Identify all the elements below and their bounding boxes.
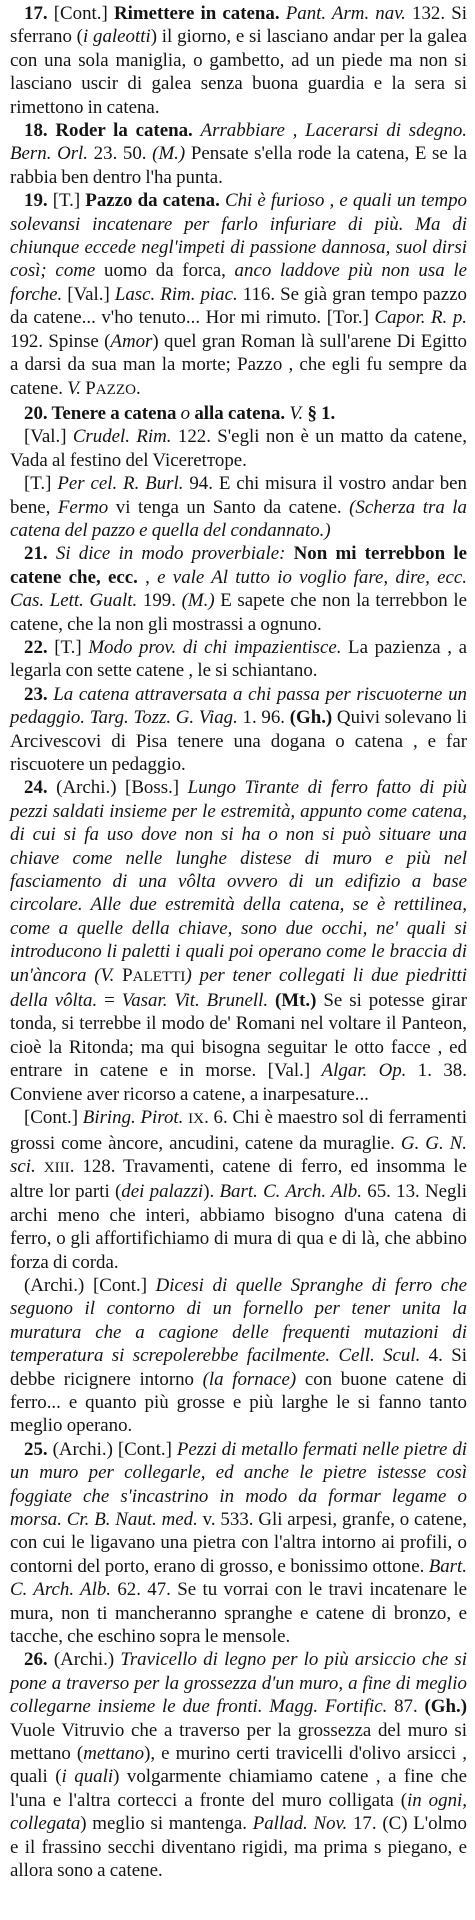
entry-paragraph: 24. (Archi.) [Boss.] Lungo Tirante di ferro fatto di più pezzi saldati insieme per le estremità, appunto come catena, di cui si fa uso dove non si ha o non si può situare una chiave come nelle lunghe distese di muro e più nel fasciamento di una vôlta ovvero di un edifizio a base circolare. Alle due estremità della catena, se è rettilinea, come a quelle della chiave, sono due occhi, ne' quali si introducono li paletti i quali poi operano come le braccia di un'àncora (V. PALETTI) per tener collegati li due piedritti della vôlta. = Vasar. Vit. Brunell. (Mt.) Se si potesse girar tonda, si terrebbe il modo de' Romani nel voltare il Panteon, cioè la Ritonda; ma qui bisogna seguitar le otto facce , ed entrare in catene e in morse. [Val.] Algar. Op. 1. 38. Conviene aver ricorso a catene, a inarpesature...: [10, 777, 467, 1105]
entry-paragraph: 20. Tenere a catena o alla catena. V. § 1.: [24, 402, 336, 424]
entry-paragraph: 17. [Cont.] Rimettere in catena. Pant. Arm. nav. 132. Si sferrano (i galeotti) il giorno, e si lasciano andar per la galea con una sola maniglia, o gambetto, ad un piede ma non si lasciano uscir di galea senza buona guardia e la sera si rimettono in catena.: [10, 3, 468, 118]
entry-paragraph: 22. [T.] Modo prov. di chi impazientisce. La pazienza , a legarla con sette catene , le si schiantano.: [10, 636, 468, 682]
entry-paragraph: [Val.] Crudel. Rim. 122. S'egli non è un matto da catene, Vada al festino del Viceretторе.: [10, 426, 467, 471]
entry-paragraph: 23. La catena attraversata a chi passa per riscuoterne un pedaggio. Targ. Tozz. G. Viag. 1. 96. (Gh.) Quivi solevano li Arcivescovi di Pisa tenere una dogana o catena , e far riscuotere un pedaggio.: [10, 683, 467, 775]
entry-paragraph: 18. Roder la catena. Arrabbiare , Lacerarsi di sdegno. Bern. Orl. 23. 50. (M.) Pensate s'ella rode la catena, E se la rabbia ben dentro l'ha punta.: [10, 120, 467, 188]
entry-list: [10, 2, 467, 1883]
entry-paragraph: [Cont.] Biring. Pirot. IX. 6. Chi è maestro sol di ferramenti grossi come àncore, ancudini, catene da muraglie. G. G. N. sci. XIII. 128. Travamenti, catene di ferro, ed insomma le altre lor parti (dei palazzi). Bart. C. Arch. Alb. 65. 13. Negli archi meno che interi, abbiamo bisogno d'una catena di ferro, o gli affortifichiamo di mura di qua e di là, che abbino forza di corda.: [10, 1107, 468, 1273]
entry-paragraph: 19. [T.] Pazzo da catena. Chi è furioso , e quali un tempo solevansi incatenare per farlo infuriare di più. Ma di chiunque eccede negl'impeti di passione dannosa, suol dirsi così; come uomo da forca, anco laddove più non usa le forche. [Val.] Lasc. Rim. piac. 116. Se già gran tempo pazzo da catene... v'ho tenuto... Hor mi rimuto. [Tor.] Capor. R. p. 192. Spinse (Amor) quel gran Roman là sull'arene Di Egitto a darsi da sua man la morte; Pazzo , che egli fu sempre da catene. V. PAZZO.: [10, 190, 467, 399]
entry-paragraph: [T.] Per cel. R. Burl. 94. E chi misura il vostro andar ben bene, Fermo vi tenga un Santo da catene. (Scherza tra la catena del pazzo e quella del condannato.): [10, 473, 467, 541]
entry-paragraph: 21. Si dice in modo proverbiale: Non mi terrebbon le catene che, ecc. , e vale Al tutto io voglio fare, dire, ecc. Cas. Lett. Gualt. 199. (M.) E sapete che non la terrebbon le catene, che la non gli mostrassi a ognuno.: [10, 543, 468, 635]
entry-paragraph: 26. (Archi.) Travicello di legno per lo più arsiccio che si pone a traverso per la grossezza d'un muro, a fine di meglio collegarne insieme le due fronti. Magg. Fortific. 87. (Gh.) Vuole Vitruvio che a traverso per la grossezza del muro si mettano (mettano), e murino certi travicelli d'olivo arsicci , quali (i quali) volgarmente chiamiamo catene , a fine che l'una e l'altra cortecci a fronte del muro colligata (in ogni, collegata) meglio si mantenga. Pallad. Nov. 17. (C) L'olmo e il frassino secchi diventano rigidi, ma prima s piegano, e allora sono a catene.: [10, 1649, 467, 1882]
entry-paragraph: 25. (Archi.) [Cont.] Pezzi di metallo fermati nelle pietre di un muro per collegarle, ed anche le pietre istesse così foggiate che s'incastrino in modo da formar legame o morsa. Cr. B. Naut. med. v. 533. Gli arpesi, granfe, o catene, con cui le ligavano una pietra con l'altra intorno ai profili, o contorni del porto, erano di grosso, e bonissimo ottone. Bart. C. Arch. Alb. 62. 47. Se tu vorrai con le travi incatenare le mura, non ti mancheranno spranghe e catene di bronzo, e tacche, che eschino sopra le mensole.: [10, 1438, 468, 1648]
entry-paragraph: (Archi.) [Cont.] Dicesi di quelle Spranghe di ferro che seguono il contorno di un fornello per tener unita la muratura che a cagione delle frequenti mutazioni di temperatura si screpolerebbe facilmente. Cell. Scul. 4. Si debbe ricignere intorno (la fornace) con buone catene di ferro... e quanto più grosse e più larghe le si fanno tanto meglio operano.: [10, 1274, 468, 1437]
